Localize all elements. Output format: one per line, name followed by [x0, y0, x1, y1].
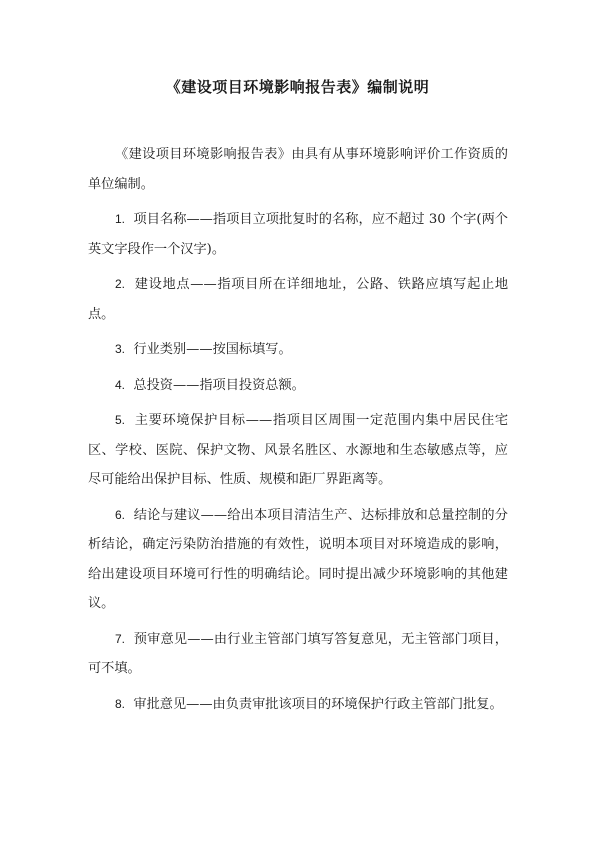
item-number: 5. [115, 413, 126, 427]
item-paragraph [88, 625, 508, 684]
item-text: 主要环境保护目标——指项目区周围一定范围内集中居民住宅区、学校、医院、保护文物、风景名胜区、水源地和生态敏感点等，应尽可能给出保护目标、性质、规模和距厂界距离等。 [88, 413, 509, 487]
item-paragraph [88, 205, 508, 264]
item-number: 7. [115, 631, 126, 646]
item-number: 4. [115, 377, 126, 392]
page-title: 《建设项目环境影响报告表》编制说明 [165, 78, 430, 96]
item-paragraph [88, 406, 508, 495]
item-text: 总投资——指项目投资总额。 [133, 377, 305, 393]
item-paragraph [88, 690, 508, 720]
item-paragraph [88, 270, 508, 329]
item-text: 预审意见——由行业主管部门填写答复意见，无主管部门项目，可不填。 [88, 631, 508, 676]
item-number: 2. [115, 277, 126, 291]
document-body [88, 140, 508, 719]
item-number: 1. [115, 212, 126, 226]
item-text: 行业类别——按国标填写。 [133, 342, 292, 357]
item-number: 3. [115, 342, 126, 356]
item-paragraph [88, 501, 508, 619]
item-text: 建设地点——指项目所在详细地址，公路、铁路应填写起止地点。 [88, 277, 509, 322]
item-text: 结论与建议——给出本项目清洁生产、达标排放和总量控制的分析结论，确定污染防治措施的有效性，说明本项目对环境造成的影响，给出建设项目环境可行性的明确结论。同时提出减少环境影响的其他建议。 [88, 507, 508, 611]
item-paragraph [88, 335, 508, 365]
item-paragraph [88, 371, 508, 401]
item-number: 8. [115, 696, 126, 711]
item-number: 6. [115, 507, 126, 522]
item-text: 项目名称——指项目立项批复时的名称，应不超过 30 个字(两个英文字段作一个汉字)。 [88, 212, 508, 257]
intro-paragraph: 《建设项目环境影响报告表》由具有从事环境影响评价工作资质的单位编制。 [88, 147, 508, 192]
item-text: 审批意见——由负责审批该项目的环境保护行政主管部门批复。 [133, 696, 503, 712]
